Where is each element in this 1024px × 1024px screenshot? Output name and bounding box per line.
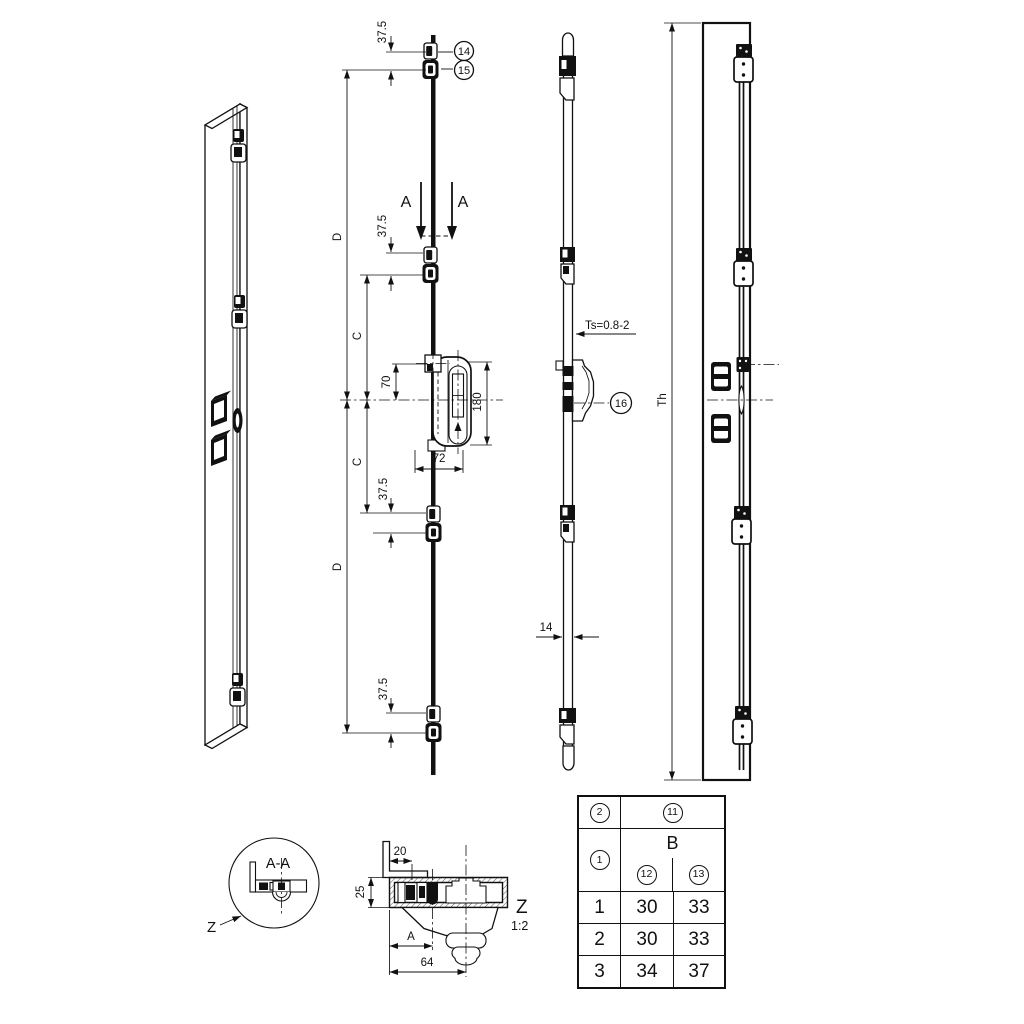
- iso-roller-cam: [233, 408, 243, 433]
- gearbox-housing-section: [402, 908, 498, 936]
- table-badge-row-id: 1: [590, 850, 610, 870]
- table-badge-col2: 11: [663, 803, 683, 823]
- dim-label-25: 25: [355, 885, 367, 899]
- dim-25: [355, 878, 390, 908]
- dim-label-72: 72: [432, 453, 446, 465]
- dim-C-lower: [352, 400, 367, 513]
- detail-title: A-A: [265, 856, 291, 872]
- isometric-view: [205, 104, 247, 749]
- dim-72: [415, 450, 463, 473]
- iso-fitting-top: [231, 129, 246, 162]
- dim-label-C-lower: C: [352, 457, 364, 467]
- table-badge-sub12: 12: [637, 865, 657, 885]
- front-view: [332, 21, 503, 775]
- callout-15-number: 15: [457, 65, 471, 77]
- dim-label-Th: Th: [657, 393, 669, 407]
- front-fitting-lower: [426, 506, 442, 542]
- dim-D-lower: [332, 400, 347, 733]
- table-subheader-row: [579, 828, 724, 891]
- rear-view: [657, 23, 779, 780]
- dim-label-37-bottom: 37.5: [378, 677, 390, 701]
- dim-label-C-upper: C: [352, 331, 364, 341]
- dim-label-70: 70: [381, 375, 393, 389]
- rear-fitting-lower: [732, 506, 751, 544]
- ts-annotation: [576, 320, 636, 334]
- detail-z-view: [207, 838, 319, 936]
- dim-label-64: 64: [420, 957, 434, 969]
- callout-16-number: 16: [614, 398, 628, 410]
- dim-C-upper: [352, 275, 367, 400]
- size-table: [577, 795, 726, 989]
- dim-label-D-upper: D: [332, 232, 344, 242]
- table-row: [579, 955, 724, 987]
- table-cell: 33: [688, 928, 710, 950]
- section-letter-right: A: [457, 194, 469, 211]
- dim-label-A: A: [407, 931, 415, 943]
- table-cell: 37: [688, 960, 710, 982]
- table-header-row: [579, 797, 724, 828]
- dim-64: [390, 957, 467, 972]
- table-row: [579, 891, 724, 923]
- dim-14: [536, 622, 599, 637]
- front-fitting-bottom: [426, 706, 442, 742]
- table-cell: 1: [579, 892, 621, 923]
- side-end-cap-top: [563, 33, 574, 56]
- side-fitting-bottom: [559, 708, 576, 744]
- side-fitting-upper: [560, 247, 575, 284]
- table-row: [579, 923, 724, 955]
- table-badge-col1: 2: [590, 803, 610, 823]
- table-badge-sub13: 13: [689, 865, 709, 885]
- callout-14: [438, 42, 474, 61]
- dim-70: [381, 364, 428, 400]
- section-scale-label: 1:2: [511, 919, 529, 933]
- callout-14-number: 14: [457, 46, 471, 58]
- section-lock-parts: [398, 878, 498, 965]
- table-cell: 34: [621, 956, 674, 987]
- section-ref-label: Z: [516, 897, 528, 918]
- dim-label-D-lower: D: [332, 562, 344, 572]
- dim-Th: [657, 23, 701, 780]
- dim-label-37-upper: 37.5: [377, 214, 389, 238]
- front-fitting-top: [423, 43, 439, 79]
- section-letter-left: A: [400, 194, 412, 211]
- table-cell: 2: [579, 924, 621, 955]
- iso-fitting-upper: [232, 295, 247, 328]
- dim-label-20: 20: [393, 846, 407, 858]
- iso-fitting-bottom: [230, 673, 245, 706]
- side-fitting-lower: [560, 505, 575, 542]
- rear-fitting-upper: [734, 248, 753, 286]
- rear-fitting-top: [734, 44, 753, 82]
- dim-label-37-lower: 37.5: [378, 477, 390, 501]
- side-view: [536, 33, 636, 770]
- ts-label: Ts=0.8-2: [585, 320, 630, 332]
- table-cell: 30: [621, 924, 674, 955]
- dim-label-14: 14: [539, 622, 553, 634]
- dim-label-37-top: 37.5: [377, 20, 389, 44]
- table-cell: 33: [688, 896, 710, 918]
- dim-D-upper: [332, 70, 347, 400]
- table-b-label: B: [666, 833, 679, 853]
- table-cell: 30: [621, 892, 674, 923]
- section-z-view: [355, 842, 528, 978]
- dim-label-180: 180: [472, 392, 484, 412]
- detail-ref-label: Z: [207, 919, 217, 936]
- side-gearbox-housing: [556, 360, 594, 421]
- side-end-cap-bottom: [563, 746, 574, 770]
- dim-37-top: [377, 21, 391, 86]
- callout-15: [441, 61, 474, 80]
- rear-fitting-bottom: [733, 706, 752, 744]
- front-fitting-upper: [423, 247, 439, 283]
- table-cell: 3: [579, 956, 621, 987]
